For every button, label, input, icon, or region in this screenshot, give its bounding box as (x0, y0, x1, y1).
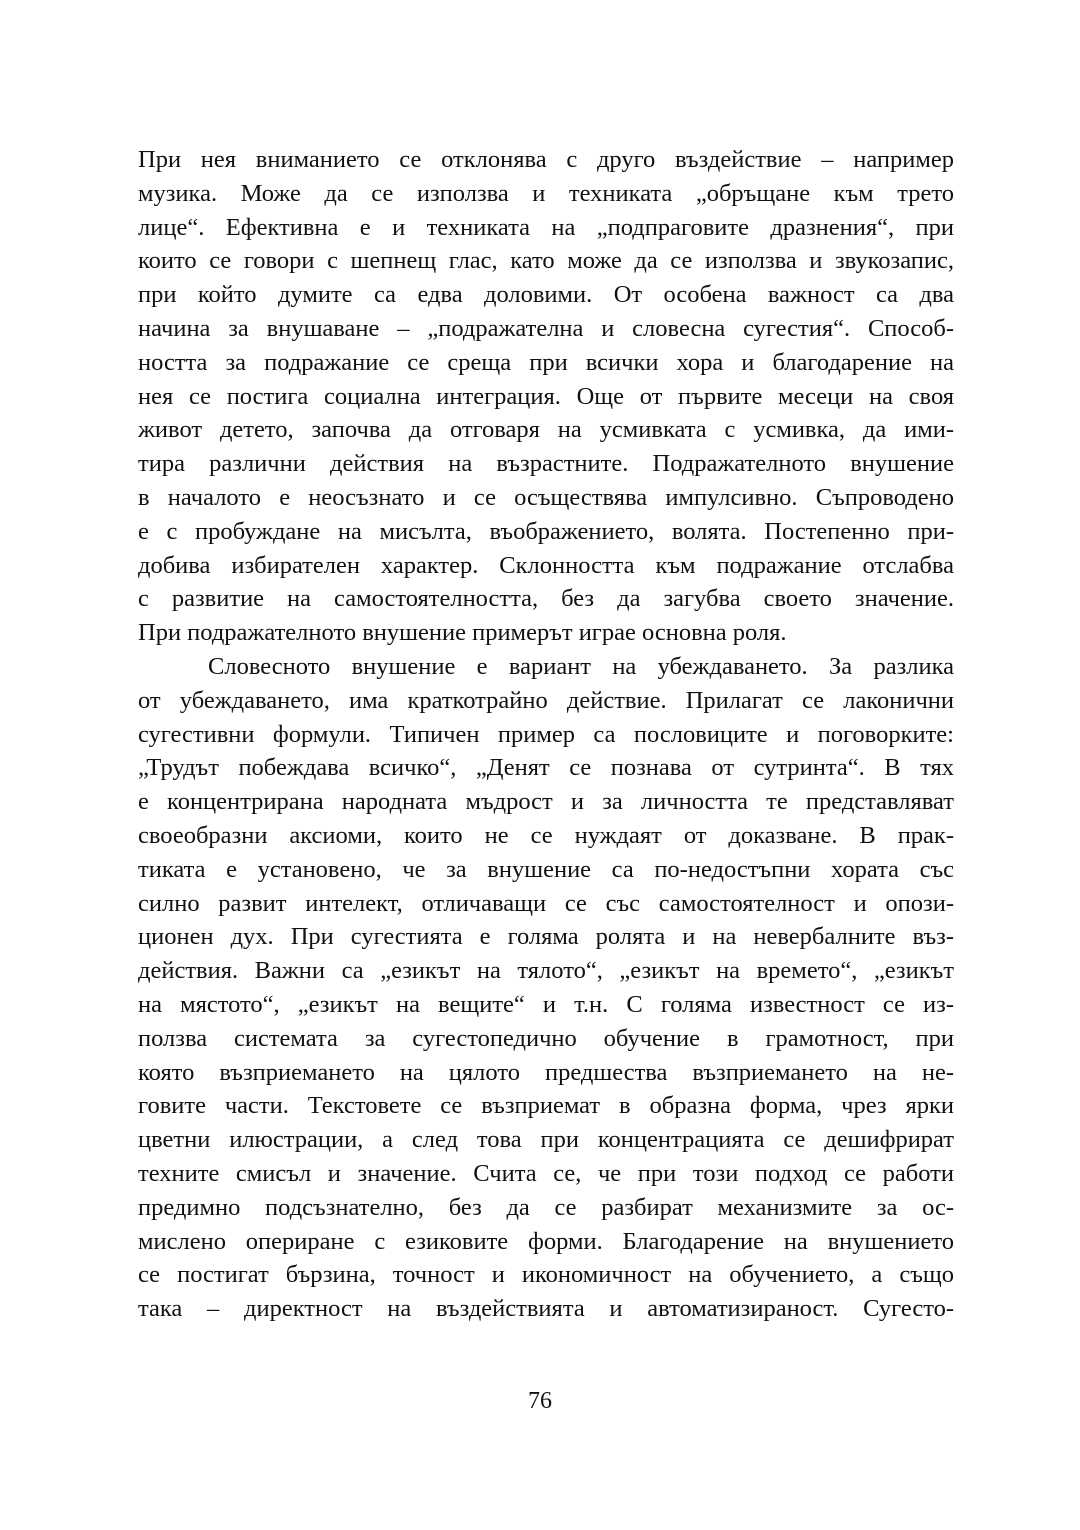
paragraph-2 (138, 650, 954, 1326)
page-number: 76 (528, 1388, 552, 1414)
text-line: добива избирателен характер. Склонността към подражание отслабва (138, 551, 954, 579)
text-line: ционен дух. При сугестията е голяма ролята и на невербалните въз- (138, 923, 954, 951)
text-line: с развитие на самостоятелността, без да загубва своето значение. (138, 585, 954, 613)
paragraph-1 (138, 143, 954, 650)
text-line: е с пробуждане на мисълта, въображението, волята. Постепенно при- (138, 517, 954, 545)
text-line: силно развит интелект, отличаващи се със самостоятелност и опози- (138, 889, 954, 917)
text-line: техните смисъл и значение. Счита се, че при този подход се работи (138, 1159, 954, 1187)
text-line: сугестивни формули. Типичен пример са пословиците и поговорките: (138, 720, 954, 748)
text-line: от убеждаването, има краткотрайно действие. Прилагат се лаконични (138, 686, 954, 714)
text-line: говите части. Текстовете се възприемат в образна форма, чрез ярки (138, 1092, 954, 1120)
text-line: така – директност на въздействията и автоматизираност. Сугесто- (138, 1295, 954, 1323)
text-line: която възприемането на цялото предшества възприемането на не- (138, 1058, 954, 1086)
text-line: мислено опериране с езиковите форми. Благодарение на внушението (138, 1227, 954, 1255)
text-line: начина за внушаване – „подражателна и словесна сугестия“. Способ- (138, 314, 954, 342)
text-line: При подражателното внушение примерът играе основна роля. (138, 619, 787, 647)
text-line: Словесното внушение е вариант на убеждаването. За разлика (208, 652, 954, 680)
text-line: „Трудът побеждава всичко“, „Денят се познава от сутринта“. В тях (138, 754, 954, 782)
text-line: които се говори с шепнещ глас, като може да се използва и звукозапис, (138, 247, 954, 275)
text-line: на мястото“, „езикът на вещите“ и т.н. С голяма известност се из- (138, 990, 954, 1018)
text-line: нея се постига социална интеграция. Още от първите месеци на своя (138, 382, 954, 410)
text-line: се постигат бързина, точност и икономичност на обучението, а също (138, 1261, 954, 1289)
text-line: действия. Важни са „езикът на тялото“, „езикът на времето“, „езикът (138, 957, 954, 985)
text-line: в началото е неосъзнато и се осъществява импулсивно. Съпроводено (138, 483, 954, 511)
text-line: ползва системата за сугестопедично обучение в грамотност, при (138, 1024, 954, 1052)
text-line: при който думите са едва доловими. От особена важност са два (138, 281, 954, 309)
text-line: предимно подсъзнателно, без да се разбират механизмите за ос- (138, 1193, 954, 1221)
text-line: цветни илюстрации, а след това при концентрацията се дешифрират (138, 1126, 954, 1154)
text-line: своеобразни аксиоми, които не се нуждаят от доказване. В прак- (138, 821, 954, 849)
text-line: лице“. Ефективна е и техниката на „подпраговите дразнения“, при (138, 213, 954, 241)
text-line: При нея вниманието се отклонява с друго въздействие – например (138, 146, 954, 173)
text-line: музика. Може да се използва и техниката „обръщане към трето (138, 179, 954, 207)
body-text (138, 143, 954, 1326)
text-line: тира различни действия на възрастните. Подражателното внушение (138, 450, 954, 478)
text-line: ността за подражание се среща при всички хора и благодарение на (138, 348, 954, 376)
text-line: тиката е установено, че за внушение са по-недостъпни хората със (138, 855, 954, 883)
text-line: е концентрирана народната мъдрост и за личността те представляват (138, 788, 954, 816)
text-line: живот детето, започва да отговаря на усмивката с усмивка, да ими- (138, 416, 954, 444)
